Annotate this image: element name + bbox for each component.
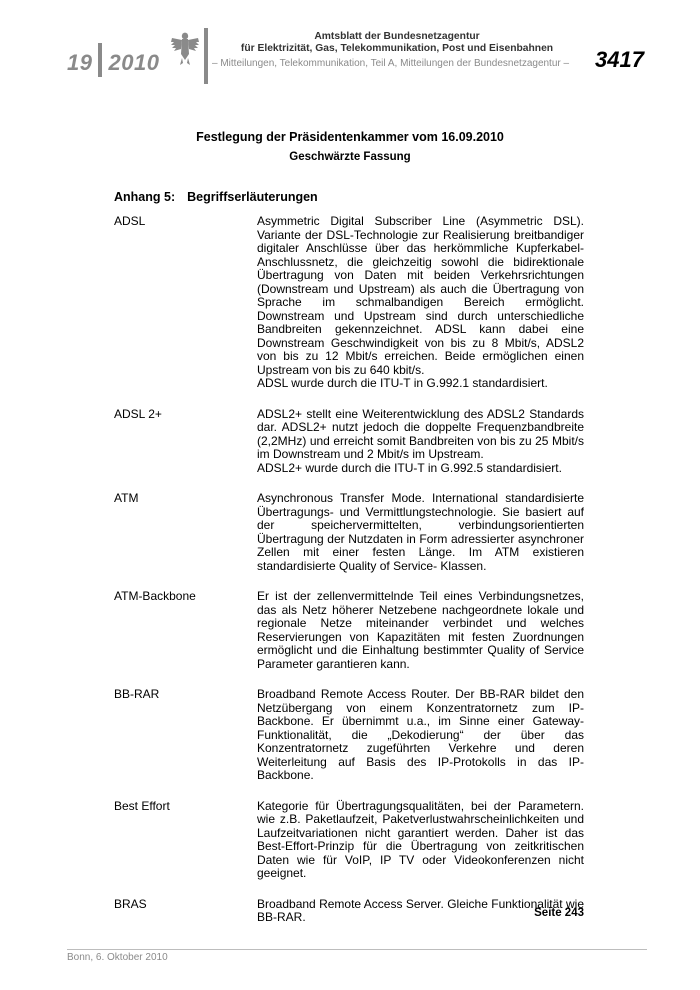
glossary-term: BB-RAR bbox=[114, 687, 160, 701]
document-subtitle: Geschwärzte Fassung bbox=[289, 151, 411, 163]
annex-label: Anhang 5: bbox=[114, 190, 176, 204]
annex-heading bbox=[114, 190, 318, 204]
glossary-definition bbox=[257, 215, 584, 391]
glossary-entry bbox=[114, 688, 584, 783]
definition-paragraph: ADSL2+ stellt eine Weiterentwicklung des ADSL2 Standards dar. ADSL2+ nutzt jedoch die doppelte Frequenzbandbreite (2,2MHz) und erreicht somit Bandbreiten von bis zu 25 Mbit/s im Downstream und 2 Mbit/s im Upstream. bbox=[257, 406, 584, 461]
definition-paragraph: Broadband Remote Access Router. Der BB-RAR bildet den Netzübergang von einem Konzentratornetz zum IP-Backbone. Er übernimmt u.a., im Sinne einer Gateway-Funktionalität, die „Dekodierung“ der über das Konzentratornetz zugeführten Verkehre und deren Weiterleitung auf Basis des IP-Protokolls in das IP-Backbone. bbox=[257, 687, 584, 782]
glossary-entry bbox=[114, 898, 584, 925]
definition-paragraph: ADSL2+ wurde durch die ITU-T in G.992.5 standardisiert. bbox=[257, 460, 562, 475]
glossary-term: ATM bbox=[114, 491, 139, 505]
glossary-entry bbox=[114, 215, 584, 391]
glossary-entry bbox=[114, 492, 584, 573]
issue-divider bbox=[98, 43, 102, 77]
document-title: Festlegung der Präsidentenkammer vom 16.09.2010 bbox=[196, 130, 504, 144]
header-divider bbox=[204, 28, 208, 84]
definition-paragraph: ADSL wurde durch die ITU-T in G.992.1 standardisiert. bbox=[257, 376, 548, 390]
glossary-definition bbox=[257, 492, 584, 573]
glossary-definition bbox=[257, 408, 584, 476]
page-label: Seite 243 bbox=[534, 907, 584, 919]
gazette-title-line1: Amtsblatt der Bundesnetzagentur bbox=[314, 31, 480, 42]
gazette-page-number: 3417 bbox=[595, 47, 644, 72]
federal-eagle-icon bbox=[170, 30, 200, 66]
glossary-term: ADSL bbox=[114, 214, 146, 228]
footer-place-date: Bonn, 6. Oktober 2010 bbox=[67, 952, 168, 963]
glossary-list bbox=[114, 215, 584, 942]
glossary-definition bbox=[257, 800, 584, 881]
gazette-title bbox=[212, 31, 582, 55]
definition-paragraph: Broadband Remote Access Server. Gleiche Funktionalität wie BB-RAR. bbox=[257, 896, 584, 924]
glossary-term: ATM-Backbone bbox=[114, 589, 196, 603]
glossary-definition bbox=[257, 688, 584, 783]
glossary-entry bbox=[114, 800, 584, 881]
glossary-term: BRAS bbox=[114, 896, 147, 911]
glossary-term: Best Effort bbox=[114, 798, 170, 813]
issue-number bbox=[67, 46, 159, 80]
glossary-entry bbox=[114, 408, 584, 476]
annex-title: Begriffserläuterungen bbox=[187, 190, 318, 204]
definition-paragraph: Asymmetric Digital Subscriber Line (Asymmetric DSL). Variante der DSL-Technologie zur Realisierung breitbandiger digitaler Anschlüsse über das herkömmliche Kupferkabel-Anschlussnetz, die gleichzeitig sowohl die bidirektionale Übertragung von Daten mit beiden Verkehrsrichtungen (Downstream und Upstream) als auch die Übertragung von Sprache im schmalbandigen Bereich ermöglicht. Downstream und Upstream sind durch unterschiedliche Bandbreiten gekennzeichnet. ADSL kann dabei eine Downstream Geschwindigkeit von bis zu 8 Mbit/s, ADSL2 von bis zu 12 Mbit/s erreichen. Beide ermöglichen einen Upstream von bis zu 640 kbit/s. bbox=[257, 214, 584, 377]
definition-paragraph: Asynchronous Transfer Mode. International standardisierte Übertragungs- und Vermittlungstechnologie. Sie basiert auf der speichervermittelten, verbindungsorientierten Übertragung der Nutzdaten in Form adressierter asynchroner Zellen mit einer festen Länge. Im ATM existieren standardisierte Quality of Service- Klassen. bbox=[257, 491, 584, 573]
definition-paragraph: Er ist der zellenvermittelnde Teil eines Verbindungsnetzes, das als Netz höherer Netzebene nachgeordnete lokale und regionale Netze miteinander verbindet und welches Reservierungen von Kapazitäten mit festen Zuordnungen ermöglicht und die Einhaltung bestimmter Quality of Service Parameter garantieren kann. bbox=[257, 589, 584, 671]
gazette-title-line2: für Elektrizität, Gas, Telekommunikation, Post und Eisenbahnen bbox=[240, 43, 554, 54]
issue-number-value: 19 bbox=[67, 50, 93, 75]
issue-year: 2010 bbox=[108, 50, 160, 75]
gazette-subtitle: – Mitteilungen, Telekommunikation, Teil A, Mitteilungen der Bundesnetzagentur – bbox=[212, 58, 570, 69]
glossary-definition bbox=[257, 590, 584, 671]
glossary-term: ADSL 2+ bbox=[114, 406, 162, 421]
definition-paragraph: Kategorie für Übertragungsqualitäten, bei der Parametern. wie z.B. Paketlaufzeit, Paketverlustwahrscheinlichkeiten und Laufzeitvariationen nicht garantiert werden. Daher ist das Best-Effort-Prinzip für die Übertragung von zeitkritischen Daten wie für VoIP, IP TV oder Videokonferenzen nicht geeignet. bbox=[257, 798, 584, 880]
footer-divider bbox=[67, 949, 647, 950]
glossary-entry bbox=[114, 590, 584, 671]
